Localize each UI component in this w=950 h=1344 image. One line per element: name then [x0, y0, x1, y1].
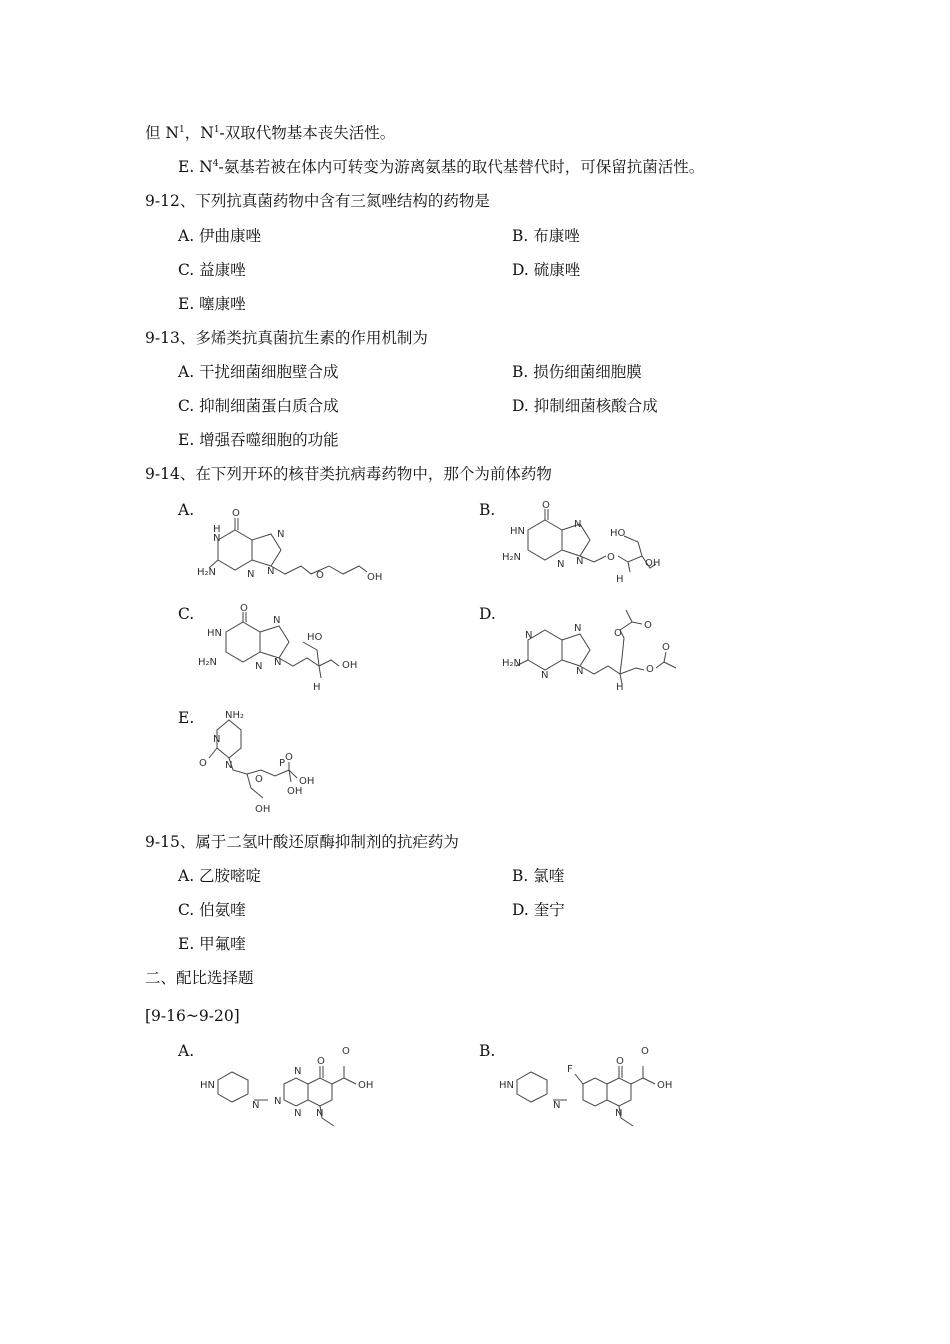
atom-o: O — [316, 570, 324, 581]
section-heading: 二、配比选择题 — [145, 969, 254, 987]
atom-n: N — [213, 734, 221, 745]
atom-n: N — [615, 1108, 623, 1119]
atom-o: O — [285, 752, 293, 763]
atom-o: O — [342, 1046, 350, 1057]
q14-option-d-label[interactable]: D. — [479, 605, 496, 623]
atom-n: N — [247, 569, 255, 580]
q13-option-b[interactable]: B. 损伤细菌细胞膜 — [512, 363, 642, 381]
atom-o: O — [662, 642, 670, 653]
atom-n: N — [267, 566, 275, 577]
atom-h: H — [313, 682, 321, 692]
q12-option-e[interactable]: E. 噻康唑 — [178, 295, 246, 313]
atom-oh: OH — [299, 776, 315, 787]
q15-option-c[interactable]: C. 伯氨喹 — [178, 901, 246, 919]
atom-o: O — [199, 758, 207, 769]
atom-n: N — [553, 1100, 561, 1111]
structure-pipemidic-acid — [198, 1044, 388, 1134]
atom-nh: N — [213, 533, 221, 544]
question-9-15: 9-15、属于二氢叶酸还原酶抑制剂的抗疟药为 — [145, 833, 459, 851]
atom-n: N — [574, 623, 582, 634]
atom-n: N — [255, 661, 263, 672]
atom-h: H — [213, 524, 221, 535]
atom-ho: HO — [307, 632, 323, 643]
q15-option-a[interactable]: A. 乙胺嘧啶 — [178, 867, 262, 885]
atom-hn: HN — [499, 1080, 514, 1091]
atom-n: N — [225, 760, 233, 771]
atom-n: N — [274, 1096, 282, 1107]
question-9-12: 9-12、下列抗真菌药物中含有三氮唑结构的药物是 — [145, 192, 490, 210]
atom-hn: HN — [207, 628, 222, 639]
q12-option-c[interactable]: C. 益康唑 — [178, 261, 246, 279]
atom-n: N — [274, 657, 282, 668]
structure-penciclovir — [195, 604, 375, 692]
atom-o: O — [641, 1046, 649, 1057]
atom-ho: HO — [610, 528, 626, 539]
q16-option-b-label[interactable]: B. — [479, 1042, 496, 1060]
atom-oh: OH — [255, 804, 271, 815]
atom-o: O — [232, 508, 240, 519]
atom-h2n: H₂N — [502, 552, 522, 563]
q14-option-e-label[interactable]: E. — [178, 709, 195, 727]
atom-o: O — [607, 552, 615, 563]
q15-option-e[interactable]: E. 甲氟喹 — [178, 935, 246, 953]
atom-h2n: H₂N — [197, 567, 217, 578]
q14-option-c-label[interactable]: C. — [178, 605, 195, 623]
atom-oh: OH — [645, 558, 661, 569]
atom-n: N — [252, 1100, 260, 1111]
atom-n: N — [574, 519, 582, 530]
atom-oh: OH — [657, 1080, 673, 1091]
atom-n: N — [273, 615, 281, 626]
atom-o: O — [616, 1056, 624, 1067]
atom-o: O — [255, 774, 263, 785]
q16-option-a-label[interactable]: A. — [178, 1042, 195, 1060]
atom-oh: OH — [342, 660, 358, 671]
q14-option-b-label[interactable]: B. — [479, 501, 496, 519]
structure-cidofovir — [195, 708, 335, 818]
atom-oh: OH — [367, 572, 383, 583]
atom-p: P — [279, 758, 286, 769]
atom-n: N — [576, 666, 584, 677]
atom-h: H — [616, 682, 624, 692]
atom-n: N — [294, 1108, 302, 1119]
option-e-continuation: E. $N^4-$氨基若被在体内可转变为游离氨基的取代基替代时，可保留抗菌活性。 — [178, 158, 705, 176]
atom-o: O — [542, 500, 550, 511]
atom-h: H — [616, 574, 624, 585]
atom-n: N — [316, 1108, 324, 1119]
atom-hn: HN — [510, 526, 525, 537]
atom-o: O — [317, 1056, 325, 1067]
q13-option-c[interactable]: C. 抑制细菌蛋白质合成 — [178, 397, 339, 415]
atom-n: N — [277, 529, 285, 540]
structure-ganciclovir — [500, 500, 680, 585]
question-9-13: 9-13、多烯类抗真菌抗生素的作用机制为 — [145, 329, 428, 347]
question-9-14: 9-14、在下列开环的核苷类抗病毒药物中，那个为前体药物 — [145, 465, 552, 483]
q12-option-b[interactable]: B. 布康唑 — [512, 227, 580, 245]
atom-o: O — [240, 604, 248, 614]
atom-h2n: H₂N — [502, 658, 522, 669]
structure-famciclovir — [500, 600, 690, 692]
atom-o: O — [644, 620, 652, 631]
continuation-line: 但 $N^1$，$N^1-$双取代物基本丧失活性。 — [145, 124, 396, 142]
atom-oh: OH — [287, 786, 303, 797]
q15-option-b[interactable]: B. 氯喹 — [512, 867, 565, 885]
q13-option-d[interactable]: D. 抑制细菌核酸合成 — [512, 397, 658, 415]
structure-acyclovir — [195, 508, 395, 590]
atom-n: N — [557, 559, 565, 570]
q15-option-d[interactable]: D. 奎宁 — [512, 901, 565, 919]
question-range: [9-16~9-20] — [145, 1007, 240, 1025]
atom-n: N — [541, 670, 549, 681]
q12-option-a[interactable]: A. 伊曲康唑 — [178, 227, 262, 245]
q14-option-a-label[interactable]: A. — [178, 501, 195, 519]
q13-option-a[interactable]: A. 干扰细菌细胞壁合成 — [178, 363, 339, 381]
atom-hn: HN — [200, 1080, 215, 1091]
atom-nh2: NH₂ — [225, 710, 245, 721]
atom-n: N — [525, 630, 533, 641]
structure-norfloxacin — [497, 1044, 687, 1134]
atom-oh: OH — [358, 1080, 374, 1091]
atom-f: F — [567, 1064, 573, 1075]
atom-n: N — [294, 1066, 302, 1077]
q12-option-d[interactable]: D. 硫康唑 — [512, 261, 581, 279]
q13-option-e[interactable]: E. 增强吞噬细胞的功能 — [178, 431, 339, 449]
atom-o: O — [614, 628, 622, 639]
atom-o: O — [646, 664, 654, 675]
atom-h2n: H₂N — [198, 657, 218, 668]
atom-n: N — [576, 556, 584, 567]
